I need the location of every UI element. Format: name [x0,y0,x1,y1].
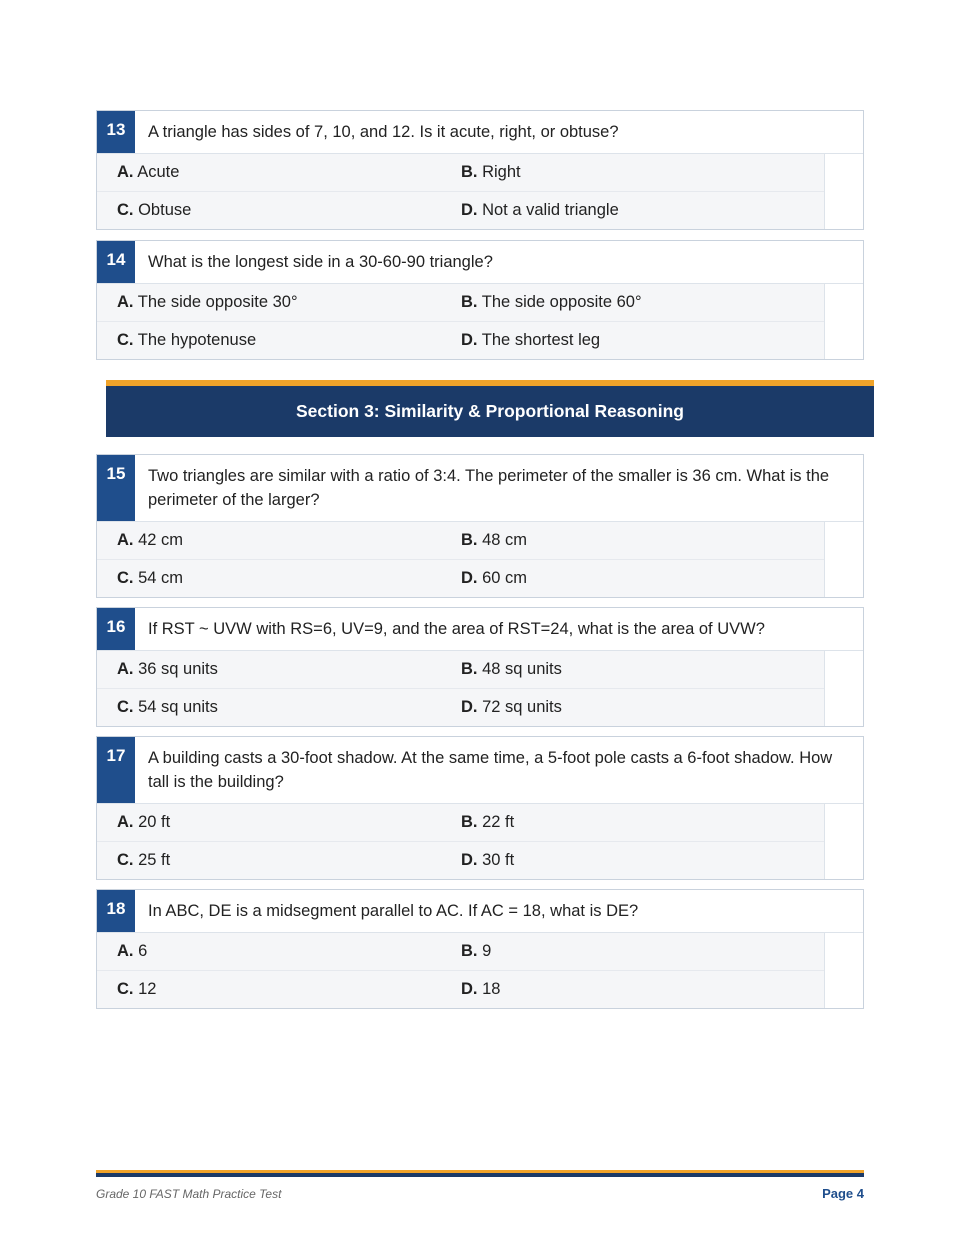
option-b[interactable]: B. The side opposite 60° [461,293,642,311]
question-card [96,889,864,1009]
question-number: 14 [97,241,135,283]
question-text: In ABC, DE is a midsegment parallel to AC. If AC = 18, what is DE? [148,902,639,920]
footer-test-title: Grade 10 FAST Math Practice Test [96,1187,282,1201]
option-a[interactable]: A. 42 cm [117,531,184,549]
answer-options [97,154,825,229]
question-number: 13 [97,111,135,153]
option-b[interactable]: B. 22 ft [461,813,515,831]
answer-options [97,284,825,359]
option-d[interactable]: D. 30 ft [461,851,515,869]
question-card [96,607,864,727]
option-b[interactable]: B. Right [461,163,521,181]
question-header [97,241,863,284]
question-card [96,454,864,598]
option-d[interactable]: D. 72 sq units [461,698,562,716]
question-text: Two triangles are similar with a ratio of 3:4. The perimeter of the smaller is 36 cm. What is the perimeter of the larger? [148,467,830,509]
option-a[interactable]: A. 20 ft [117,813,171,831]
answer-options [97,651,825,726]
question-text: If RST ~ UVW with RS=6, UV=9, and the area of RST=24, what is the area of UVW? [148,620,765,638]
question-header [97,608,863,651]
question-number: 17 [97,737,135,803]
question-header [97,455,863,522]
option-d[interactable]: D. 60 cm [461,569,528,587]
question-text: What is the longest side in a 30-60-90 triangle? [148,253,493,271]
footer-divider [96,1170,864,1177]
option-a[interactable]: A. 6 [117,942,148,960]
option-c[interactable]: C. 54 sq units [117,698,218,716]
option-a[interactable]: A. Acute [117,163,180,181]
option-d[interactable]: D. 18 [461,980,501,998]
question-header [97,890,863,933]
page-number: Page 4 [822,1186,864,1201]
question-number: 16 [97,608,135,650]
answer-options [97,522,825,597]
question-card [96,240,864,360]
option-d[interactable]: D. Not a valid triangle [461,201,619,219]
question-number: 18 [97,890,135,932]
question-text: A building casts a 30-foot shadow. At the same time, a 5-foot pole casts a 6-foot shadow. How tall is the building? [148,749,833,791]
option-c[interactable]: C. 12 [117,980,157,998]
option-c[interactable]: C. Obtuse [117,201,192,219]
answer-options [97,933,825,1008]
option-b[interactable]: B. 9 [461,942,492,960]
question-number: 15 [97,455,135,521]
question-text: A triangle has sides of 7, 10, and 12. Is it acute, right, or obtuse? [148,123,619,141]
option-c[interactable]: C. 25 ft [117,851,171,869]
option-a[interactable]: A. 36 sq units [117,660,218,678]
option-b[interactable]: B. 48 sq units [461,660,562,678]
question-card [96,736,864,880]
option-d[interactable]: D. The shortest leg [461,331,601,349]
section-title-banner: Section 3: Similarity & Proportional Reasoning [106,380,874,437]
question-header [97,111,863,154]
option-b[interactable]: B. 48 cm [461,531,528,549]
option-c[interactable]: C. 54 cm [117,569,184,587]
question-card [96,110,864,230]
option-a[interactable]: A. The side opposite 30° [117,293,298,311]
question-header [97,737,863,804]
answer-options [97,804,825,879]
option-c[interactable]: C. The hypotenuse [117,331,257,349]
